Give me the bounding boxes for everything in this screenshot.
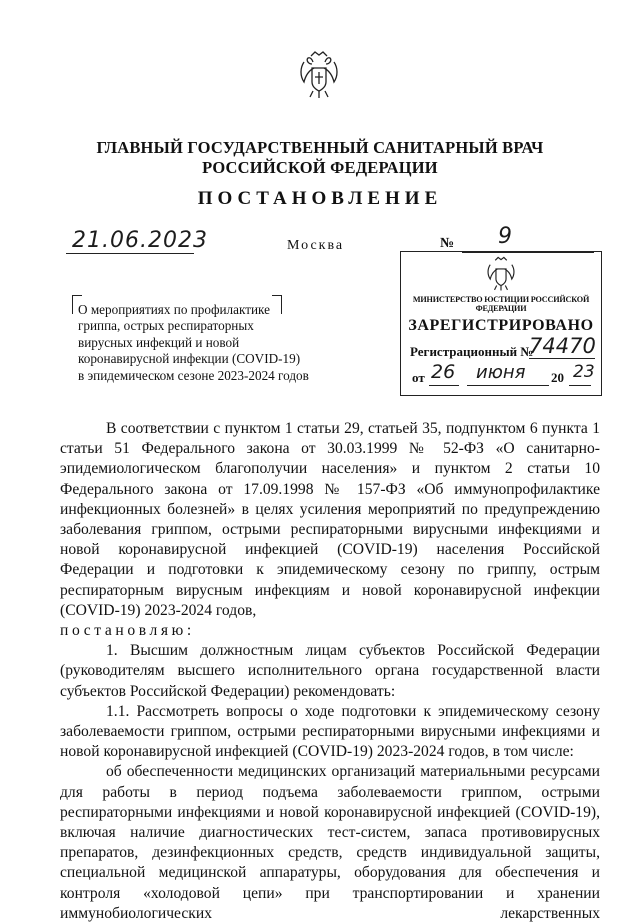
document-number: 9	[498, 224, 512, 249]
subject-line: О мероприятиях по профилактике	[78, 302, 270, 317]
stamp-day-underline	[429, 385, 459, 386]
subject-line: коронавирусной инфекции (COVID-19)	[78, 351, 301, 367]
stamp-month-underline	[467, 385, 549, 386]
stamp-ministry-name: МИНИСТЕРСТВО ЮСТИЦИИ РОССИЙСКОЙ ФЕДЕРАЦИИ	[412, 295, 590, 313]
paragraph-preamble: В соответствии с пунктом 1 статьи 29, статьей 35, подпунктом 6 пункта 1 статьи 51 Федерального закона от 30.03.1999 № 52-ФЗ «О санитарно-эпидемиологическом благополучии населения» и пунктом 2 статьи 10 Федерального закона от 17.09.1998 № 157-ФЗ «Об иммунопрофилактике инфекционных болезней» в целях усиления мероприятий по предупреждению заболевания гриппом, острыми респираторными вирусными инфекциями и новой коронавирусной инфекцией (COVID-19) населения Российской Федерации и подготовки к эпидемическому сезону по гриппу, острым респираторным вирусным инфекциям и новой коронавирусной инфекции (COVID-19) 2023-2024 годов,	[60, 420, 600, 619]
stamp-date-day: 26	[431, 361, 456, 383]
number-sign: №	[440, 236, 455, 251]
subject-line: гриппа, острых респираторных	[78, 318, 254, 334]
issue-city: Москва	[287, 238, 345, 253]
document-date: 21.06.2023	[72, 228, 208, 253]
russian-coat-of-arms-icon	[484, 256, 518, 292]
date-underline	[66, 253, 194, 254]
subject-line: в эпидемическом сезоне 2023-2024 годов	[78, 367, 309, 383]
stamp-registered-label: ЗАРЕГИСТРИРОВАНО	[408, 317, 594, 334]
stamp-date-year-prefix: 20	[551, 370, 564, 385]
authority-name-line2: РОССИЙСКОЙ ФЕДЕРАЦИИ	[202, 158, 438, 177]
document-type-title: ПОСТАНОВЛЕНИЕ	[197, 188, 443, 209]
paragraph-item-1: 1. Высшим должностным лицам субъектов Российской Федерации (руководителям высшего исполнительного органа государственной власти субъектов Российской Федерации) рекомендовать:	[60, 642, 600, 700]
subject-line: вирусных инфекций и новой	[78, 334, 240, 350]
stamp-date-month: июня	[476, 362, 526, 383]
authority-name-line1: ГЛАВНЫЙ ГОСУДАРСТВЕННЫЙ САНИТАРНЫЙ ВРАЧ	[96, 138, 544, 157]
paragraph-resources: об обеспеченности медицинских организаций материальными ресурсами для работы в период подъема заболеваемости гриппом, острыми респираторными инфекциями и новой коронавирусной инфекцией (COVID-19), включая наличие диагностических тест-систем, запаса противовирусных препаратов, дезинфекционных средств, средств индивидуальной защиты, специальной медицинской аппаратуры, оборудования для обеспечения и контроля «холодовой цепи» при транспортировании и хранении иммунобиологических лекарственных	[60, 763, 600, 922]
stamp-registration-number-label: Регистрационный №	[410, 344, 534, 359]
resolve-word: постановляю:	[60, 622, 195, 640]
document-subject	[78, 302, 318, 384]
russian-coat-of-arms-icon	[296, 50, 342, 100]
stamp-date-prefix: от	[412, 370, 425, 385]
stamp-year-underline	[569, 385, 591, 386]
reg-number-underline	[529, 358, 595, 359]
document-body	[60, 419, 600, 924]
stamp-date-year-suffix: 23	[573, 362, 595, 382]
paragraph-item-1-1: 1.1. Рассмотреть вопросы о ходе подготовки к эпидемическому сезону заболеваемости гриппом, острыми респираторными вирусными инфекциями и новой коронавирусной инфекцией (COVID-19) 2023-2024 годов, в том числе:	[60, 702, 600, 761]
registration-stamp	[400, 251, 602, 396]
stamp-registration-number: 74470	[529, 334, 596, 358]
